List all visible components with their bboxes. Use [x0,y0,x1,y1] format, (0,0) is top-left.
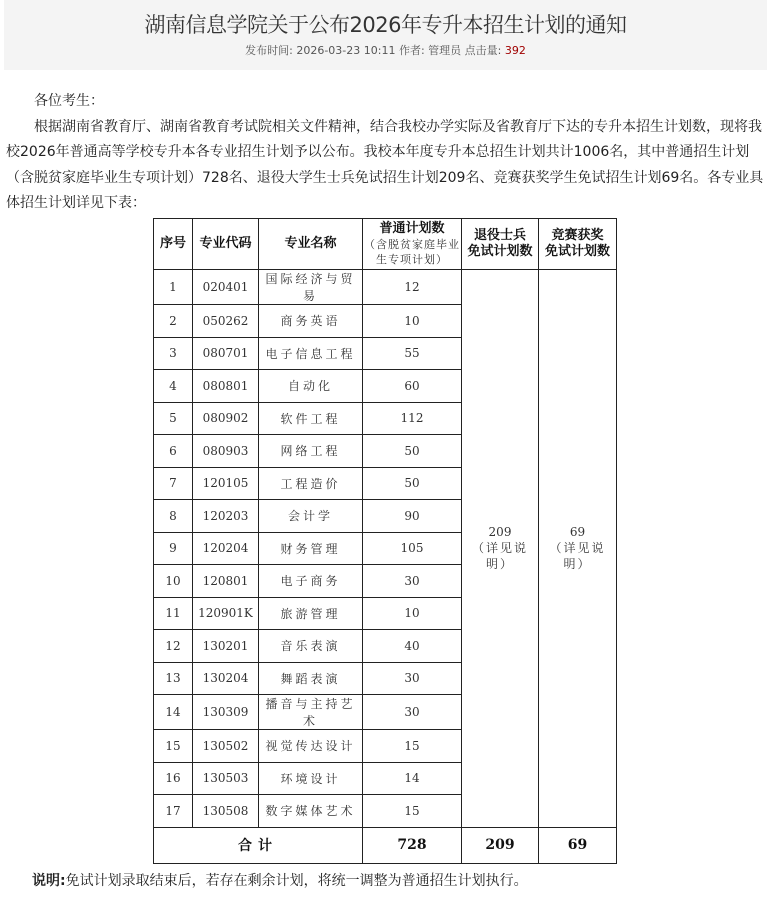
cell-name: 网络工程 [259,435,363,468]
cell-contest-merged [539,270,617,828]
cell-code: 130502 [193,730,259,763]
header-veteran [462,219,539,270]
cell-regular: 10 [363,597,462,630]
publish-label: 发布时间: [245,44,293,57]
cell-seq: 2 [154,305,193,338]
cell-name: 视觉传达设计 [259,730,363,763]
cell-seq: 8 [154,500,193,533]
cell-seq: 7 [154,467,193,500]
cell-name: 音乐表演 [259,630,363,663]
header-seq: 序号 [154,219,193,270]
header-contest-line1: 竞赛获奖 [551,228,604,243]
cell-name: 财务管理 [259,532,363,565]
author: 管理员 [428,44,462,57]
cell-code: 130503 [193,762,259,795]
article-body [6,89,764,217]
cell-regular: 60 [363,370,462,403]
cell-name: 软件工程 [259,402,363,435]
cell-code: 050262 [193,305,259,338]
header-code: 专业代码 [193,219,259,270]
cell-name: 国际经济与贸易 [259,270,363,305]
cell-code: 130201 [193,630,259,663]
footnote [32,870,528,890]
cell-regular: 40 [363,630,462,663]
cell-seq: 9 [154,532,193,565]
hits-label: 点击量: [464,44,502,57]
total-veteran: 209 [462,827,539,863]
cell-regular: 50 [363,467,462,500]
cell-name: 电子商务 [259,565,363,598]
cell-seq: 6 [154,435,193,468]
cell-regular: 12 [363,270,462,305]
cell-code: 120901K [193,597,259,630]
cell-seq: 15 [154,730,193,763]
header-contest-line2: 免试计划数 [544,244,610,259]
cell-regular: 55 [363,337,462,370]
cell-seq: 10 [154,565,193,598]
cell-regular: 30 [363,565,462,598]
header-regular [363,219,462,270]
cell-seq: 11 [154,597,193,630]
cell-seq: 3 [154,337,193,370]
header-name: 专业名称 [259,219,363,270]
cell-code: 080902 [193,402,259,435]
enrollment-plan-table [153,218,617,864]
cell-veteran-merged [462,270,539,828]
cell-regular: 112 [363,402,462,435]
cell-contest-merged-note: （详见说明） [549,541,606,572]
cell-regular: 90 [363,500,462,533]
header-veteran-line2: 免试计划数 [467,244,533,259]
cell-regular: 30 [363,695,462,730]
cell-name: 舞蹈表演 [259,662,363,695]
cell-seq: 1 [154,270,193,305]
cell-code: 130204 [193,662,259,695]
cell-veteran-merged-note: （详见说明） [471,541,528,572]
cell-seq: 16 [154,762,193,795]
cell-regular: 14 [363,762,462,795]
cell-regular: 15 [363,730,462,763]
header-contest [539,219,617,270]
cell-regular: 15 [363,795,462,828]
cell-veteran-merged-value: 209 [488,525,512,540]
cell-name: 播音与主持艺术 [259,695,363,730]
cell-seq: 13 [154,662,193,695]
cell-name: 电子信息工程 [259,337,363,370]
cell-seq: 14 [154,695,193,730]
article-header [4,0,767,70]
table-row [154,270,617,305]
header-regular-sub: （含脱贫家庭毕业生专项计划） [364,238,460,266]
table-total-row [154,827,617,863]
intro-paragraph: 根据湖南省教育厅、湖南省教育考试院相关文件精神，结合我校办学实际及省教育厅下达的专升本招生计划数，现将我校2026年普通高等学校专升本各专业招生计划予以公布。我校本年度专升本总招生计划共计1006名，其中普通招生计划（含脱贫家庭毕业生专项计划）728名、退役大学生士兵免试招生计划209名、竞赛获奖学生免试招生计划69名。各专业具体招生计划详见下表： [6,118,764,211]
header-veteran-line1: 退役士兵 [473,228,526,243]
cell-contest-merged-value: 69 [569,525,586,540]
table-header-row [154,219,617,270]
greeting: 各位考生： [34,93,104,109]
cell-code: 120105 [193,467,259,500]
cell-name: 商务英语 [259,305,363,338]
article-title: 湖南信息学院关于公布2026年专升本招生计划的通知 [144,13,627,37]
cell-regular: 50 [363,435,462,468]
total-label: 合计 [154,827,363,863]
cell-code: 120801 [193,565,259,598]
cell-seq: 5 [154,402,193,435]
cell-name: 数字媒体艺术 [259,795,363,828]
cell-name: 自动化 [259,370,363,403]
cell-seq: 17 [154,795,193,828]
cell-code: 080903 [193,435,259,468]
cell-seq: 4 [154,370,193,403]
cell-regular: 30 [363,662,462,695]
cell-code: 020401 [193,270,259,305]
cell-code: 120204 [193,532,259,565]
cell-name: 工程造价 [259,467,363,500]
author-label: 作者: [398,44,425,57]
total-contest: 69 [539,827,617,863]
article-meta [4,42,767,58]
cell-seq: 12 [154,630,193,663]
footnote-text: 免试计划录取结束后，若存在剩余计划，将统一调整为普通招生计划执行。 [65,873,528,889]
cell-code: 130508 [193,795,259,828]
cell-regular: 105 [363,532,462,565]
cell-code: 130309 [193,695,259,730]
publish-time: 2026-03-23 10:11 [296,44,396,57]
footnote-label: 说明: [32,873,66,889]
total-regular: 728 [363,827,462,863]
cell-name: 旅游管理 [259,597,363,630]
cell-code: 080801 [193,370,259,403]
cell-name: 环境设计 [259,762,363,795]
cell-regular: 10 [363,305,462,338]
cell-name: 会计学 [259,500,363,533]
hits-count: 392 [504,44,526,57]
cell-code: 080701 [193,337,259,370]
header-regular-title: 普通计划数 [379,221,445,236]
cell-code: 120203 [193,500,259,533]
